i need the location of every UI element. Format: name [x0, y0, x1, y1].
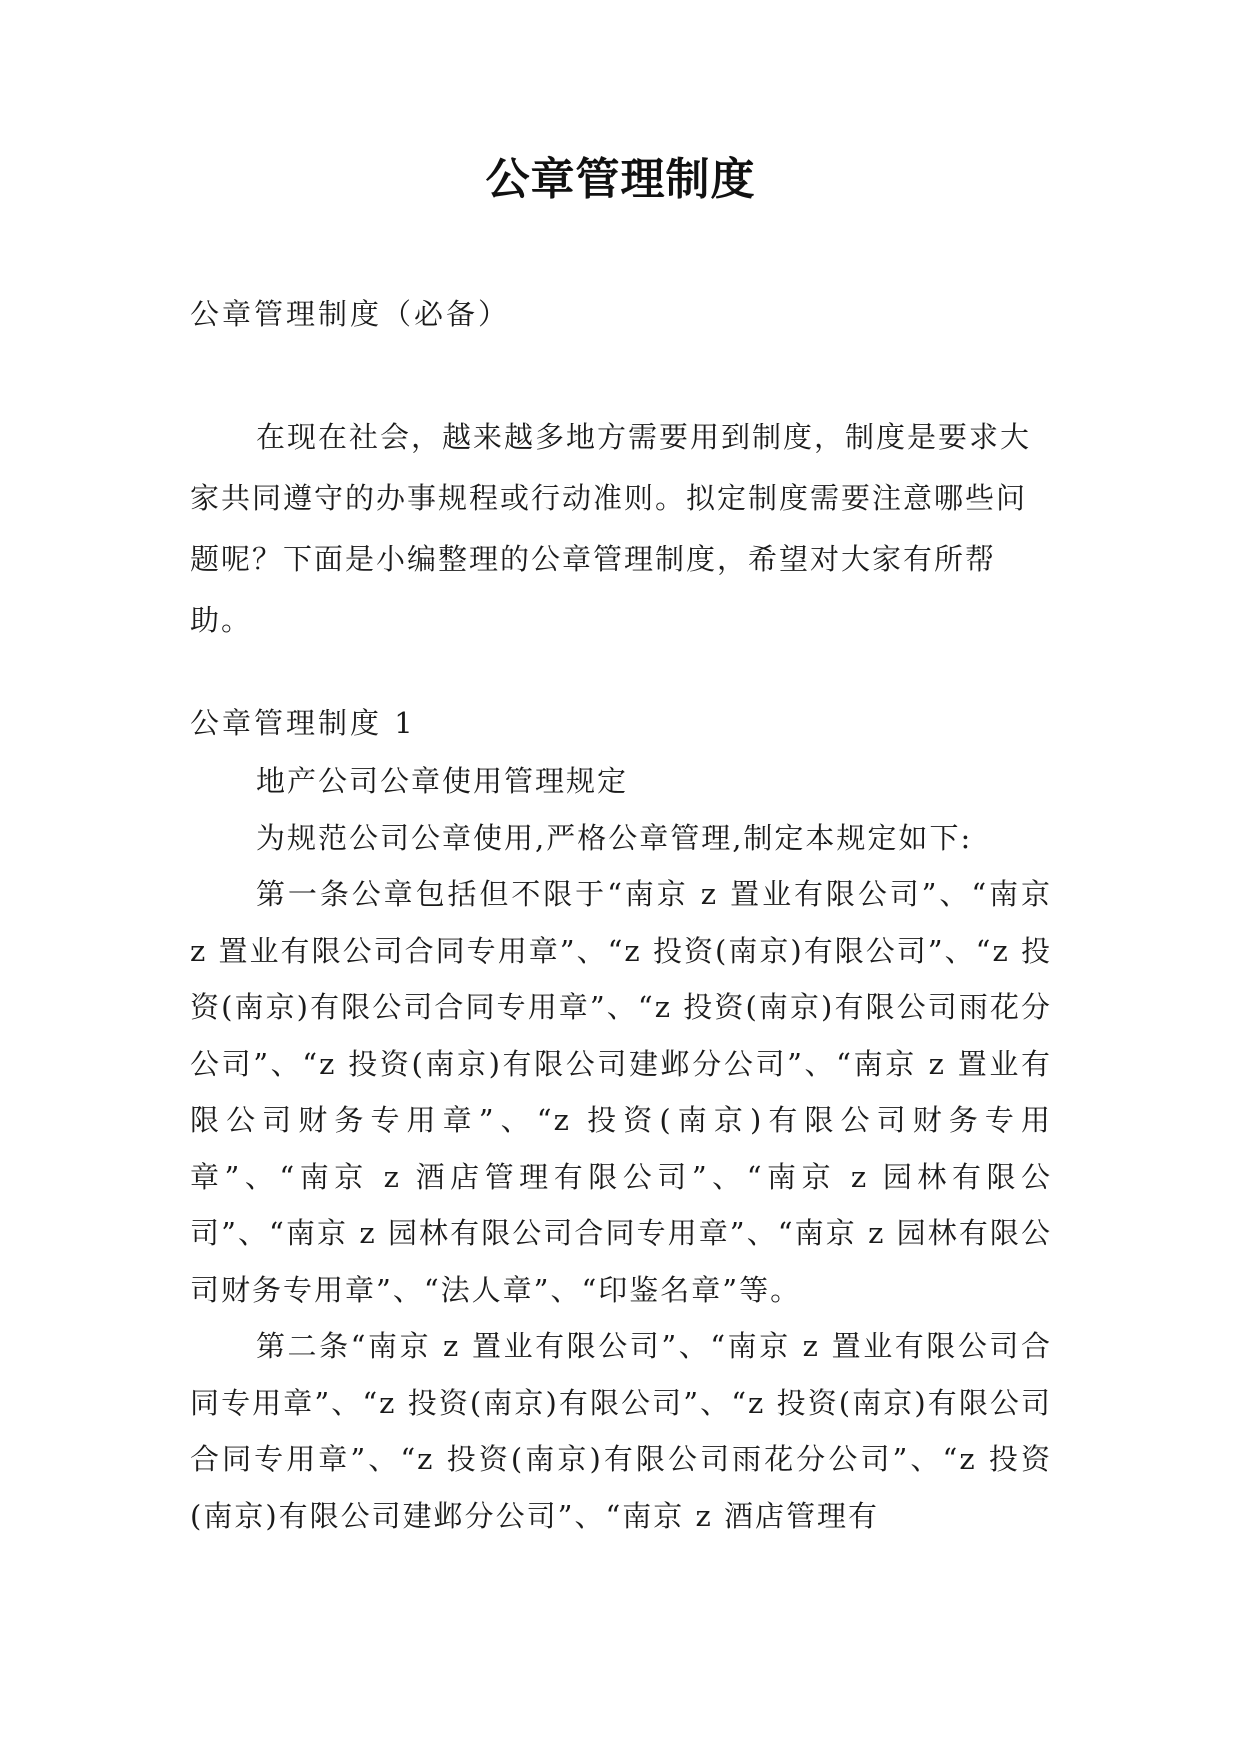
section-heading: 公章管理制度 1 [190, 706, 416, 740]
article-1: 第一条公章包括但不限于“南京 z 置业有限公司”、“南京 z 置业有限公司合同专用章”、“z 投资(南京)有限公司”、“z 投资(南京)有限公司合同专用章”、“z 投资(南京)有限公司雨花分公司”、“z 投资(南京)有限公司建邺分公司”、“南京 z 置业有限公司财务专用章”、“z 投资(南京)有限公司财务专用章”、“南京 z 酒店管理有限公司”、“南京 z 园林有限公司”、“南京 z 园林有限公司合同专用章”、“南京 z 园林有限公司财务专用章”、“法人章”、“印鉴名章”等。 [190, 877, 1052, 1307]
regulation-title: 地产公司公章使用管理规定 [256, 764, 629, 798]
intro-paragraph: 在现在社会，越来越多地方需要用到制度，制度是要求大家共同遵守的办事规程或行动准则。拟定制度需要注意哪些问题呢？下面是小编整理的公章管理制度，希望对大家有所帮助。 [190, 420, 1032, 637]
document-title: 公章管理制度 [485, 154, 756, 205]
regulation-preamble: 为规范公司公章使用,严格公章管理,制定本规定如下: [256, 820, 973, 855]
article-2: 第二条“南京 z 置业有限公司”、“南京 z 置业有限公司合同专用章”、“z 投资(南京)有限公司”、“z 投资(南京)有限公司合同专用章”、“z 投资(南京)有限公司雨花分公司”、“z 投资(南京)有限公司建邺分公司”、“南京 z 酒店管理有 [190, 1329, 1052, 1533]
section-body [190, 753, 1052, 1544]
document-subtitle: 公章管理制度（必备） [190, 297, 511, 331]
